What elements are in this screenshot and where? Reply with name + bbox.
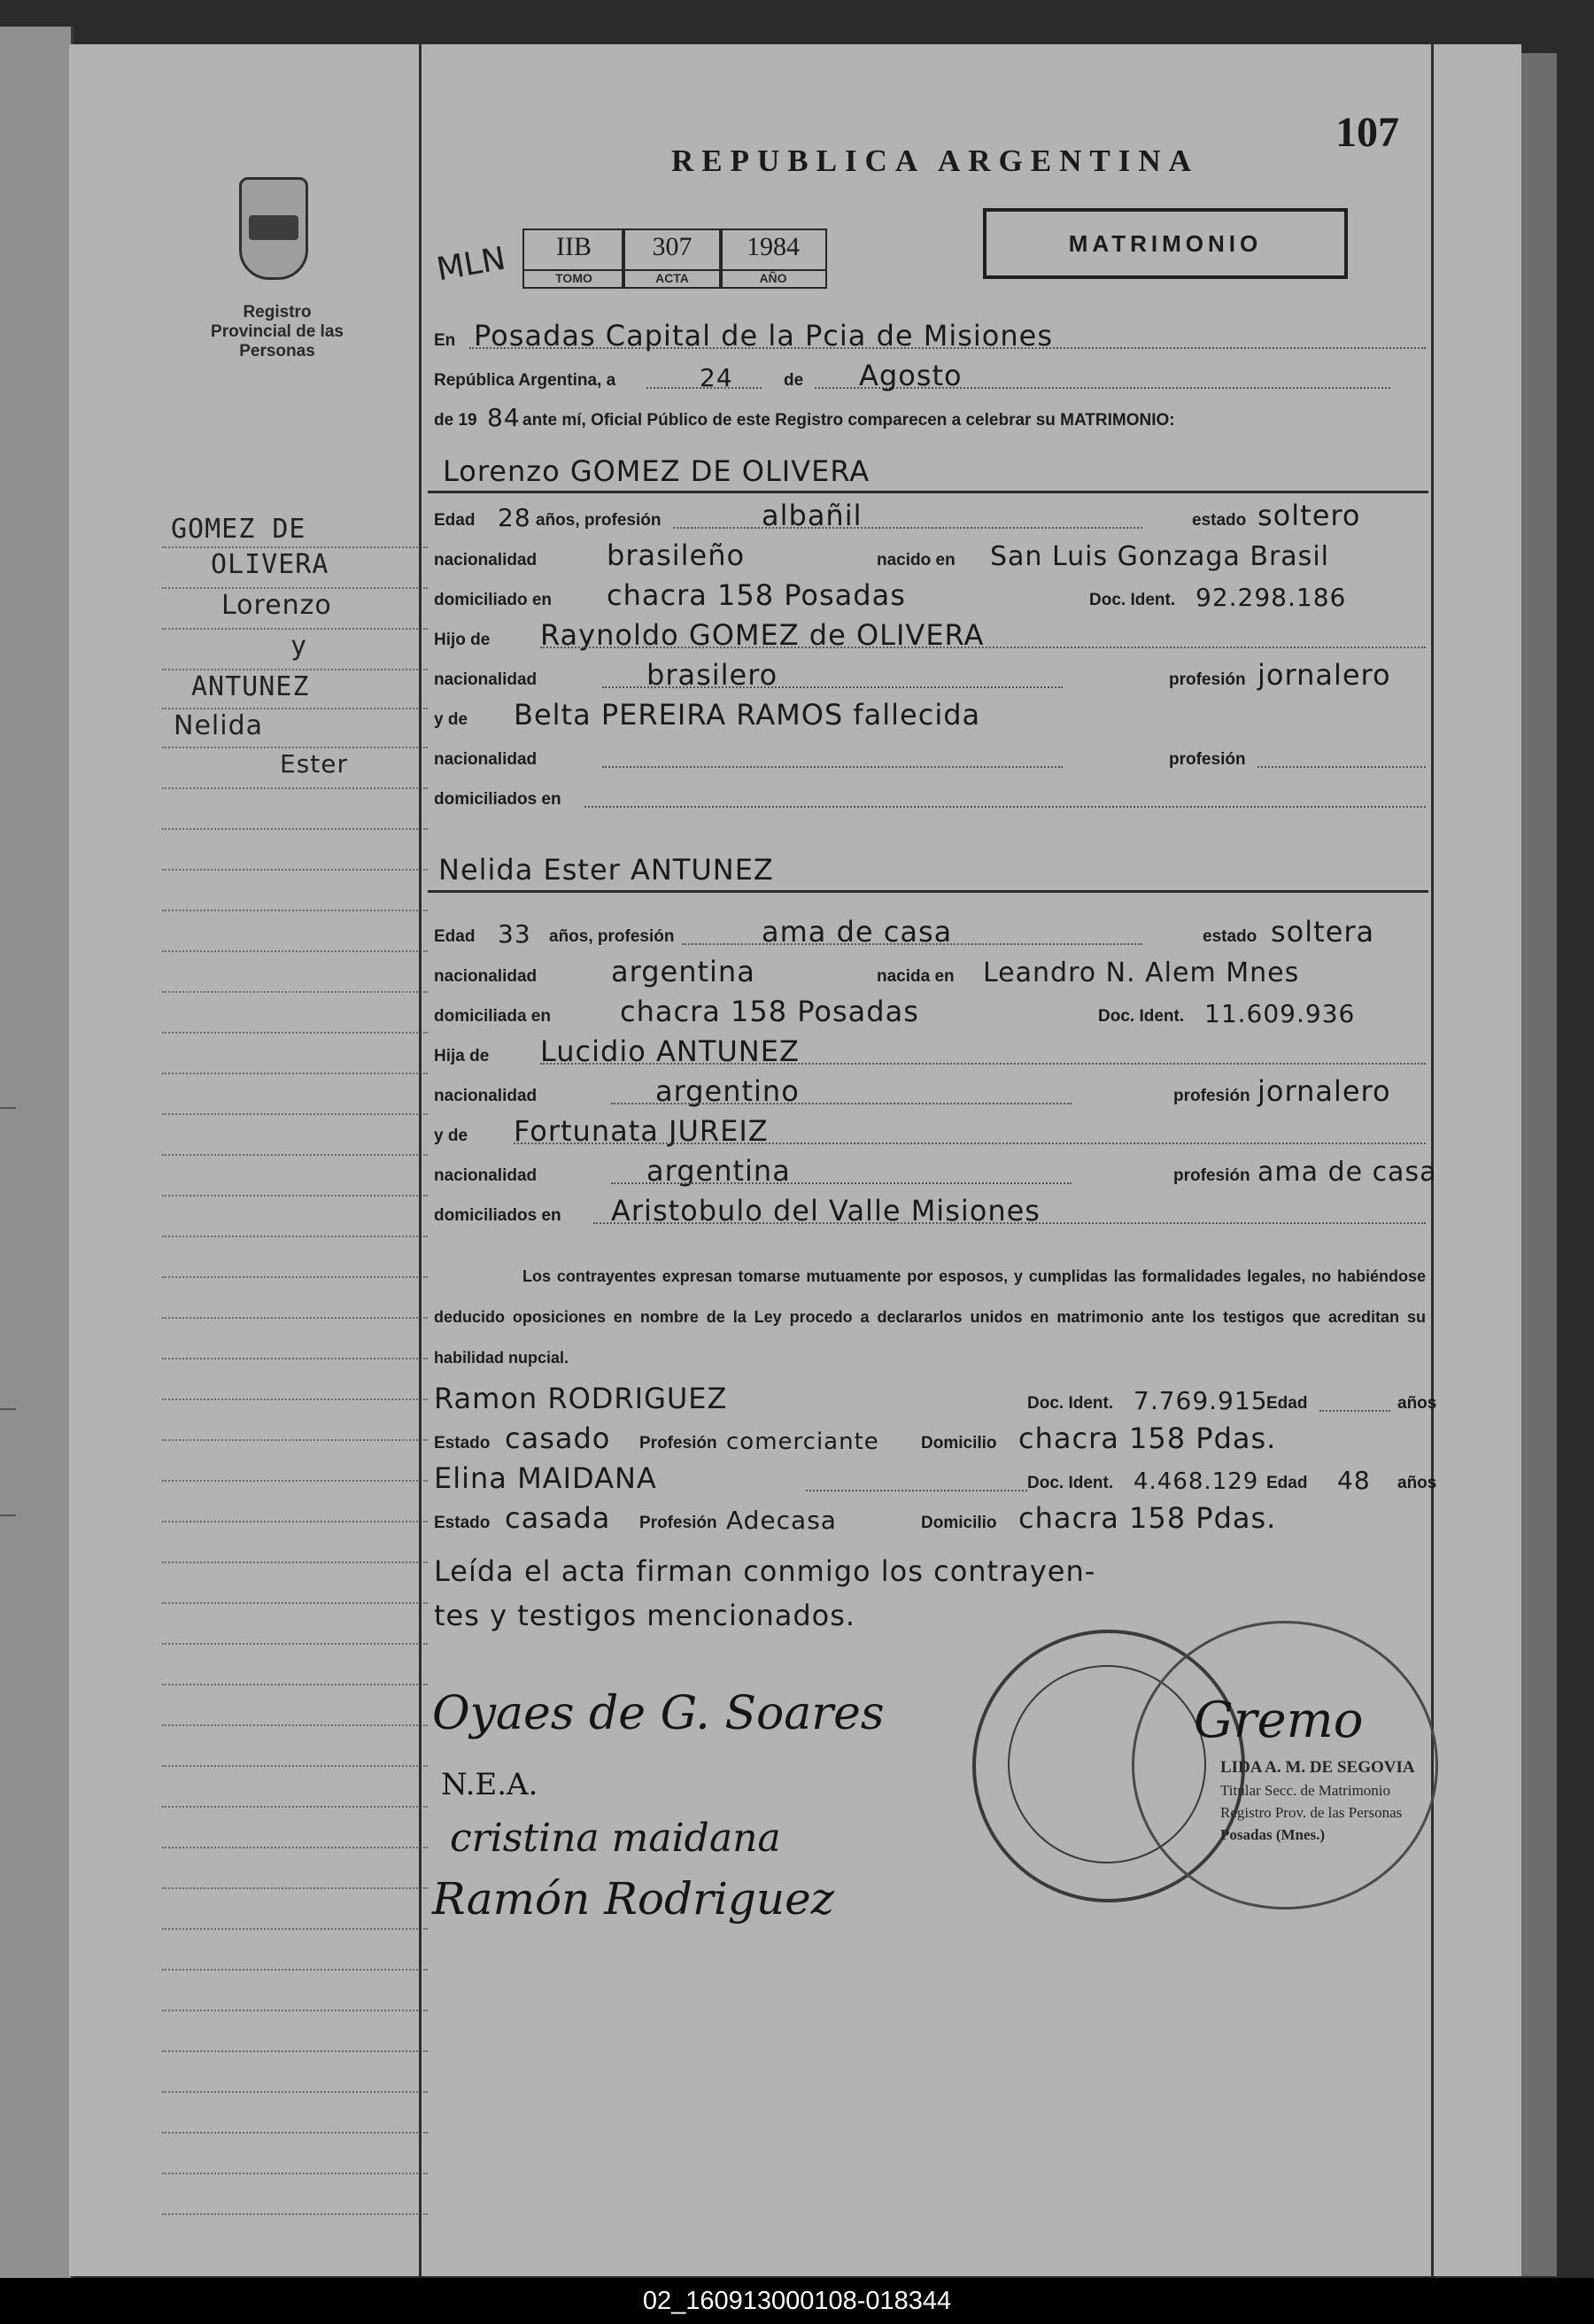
profesion-label: profesión	[1173, 1166, 1250, 1185]
anio-value: 1984	[747, 232, 800, 261]
anos-label: años	[1397, 1394, 1437, 1413]
witness-2-signature: Ramón Rodriguez	[432, 1873, 835, 1925]
bride-address-row	[434, 995, 1426, 1030]
stamp-line-4: Posadas (Mnes.)	[1220, 1826, 1326, 1843]
hijo-label: Hijo de	[434, 631, 491, 649]
previous-page-edge	[0, 27, 74, 2294]
bride-mother-nat-row	[434, 1154, 1437, 1189]
groom-address: chacra 158 Posadas	[607, 578, 906, 612]
bride-father-nationality: argentino	[655, 1074, 800, 1108]
coat-of-arms-icon	[239, 177, 308, 280]
witness-2-age: 48	[1337, 1466, 1371, 1495]
margin-note-line: Lorenzo	[221, 590, 332, 621]
nacida-label: nacida en	[877, 967, 955, 986]
groom-profession: albañil	[762, 499, 863, 532]
place-row	[434, 319, 1426, 354]
profesion-label: Profesión	[639, 1434, 717, 1452]
bride-father-profession: jornalero	[1257, 1074, 1391, 1108]
bride-status: soltera	[1271, 915, 1375, 949]
margin-note-line: y	[290, 631, 308, 662]
groom-age-row	[434, 499, 1426, 534]
witness-1-signature: cristina maidana	[450, 1816, 781, 1861]
tomo-label: TOMO	[524, 269, 623, 285]
place-value: Posadas Capital de la Pcia de Misiones	[474, 319, 1054, 352]
domicilio-label: domiciliada en	[434, 1007, 551, 1026]
doc-label: Doc. Ident.	[1089, 591, 1176, 609]
groom-mother: Belta PEREIRA RAMOS fallecida	[514, 698, 981, 732]
estado-label: Estado	[434, 1514, 491, 1532]
groom-father-nat-row	[434, 658, 1426, 693]
month-value: Agosto	[859, 359, 963, 392]
bride-parents-address: Aristobulo del Valle Misiones	[611, 1194, 1041, 1228]
witness-1-doc: 7.769.915	[1134, 1386, 1268, 1415]
nacionalidad-label: nacionalidad	[434, 670, 538, 689]
nacionalidad-label: nacionalidad	[434, 551, 538, 569]
left-margin-column	[69, 44, 419, 2276]
nea-mark: N.E.A.	[441, 1767, 538, 1802]
anos-label: años, profesión	[549, 927, 675, 946]
stamp-line-1: LIDA A. M. DE SEGOVIA	[1220, 1758, 1415, 1777]
domiciliados-label: domiciliados en	[434, 1206, 561, 1225]
profesion-label: profesión	[1169, 670, 1246, 689]
profesion-label: profesión	[1169, 750, 1246, 769]
groom-mother-nat-row	[434, 738, 1426, 773]
witness-2-doc: 4.468.129	[1134, 1468, 1259, 1495]
reference-prefix: MLN	[434, 240, 509, 289]
edad-label: Edad	[1266, 1474, 1308, 1492]
groom-nationality: brasileño	[607, 538, 746, 572]
witness-2-name: Elina MAIDANA	[434, 1461, 657, 1495]
groom-signature: Oyaes de G. Soares	[432, 1687, 885, 1740]
bride-age: 33	[498, 919, 531, 949]
domicilio-label: Domicilio	[921, 1434, 997, 1452]
witness-1-name: Ramon RODRIGUEZ	[434, 1382, 728, 1415]
bride-nationality: argentina	[611, 955, 755, 988]
registry-name: Registro Provincial de las Personas	[211, 303, 344, 360]
groom-father-row	[434, 618, 1426, 654]
estado-label: estado	[1192, 511, 1247, 530]
closing-line-1	[434, 1545, 1426, 1590]
acta-label: ACTA	[623, 269, 721, 285]
witness-1-profession: comerciante	[726, 1429, 879, 1455]
republica-label: República Argentina, a	[434, 371, 616, 390]
bride-father: Lucidio ANTUNEZ	[540, 1034, 800, 1068]
margin-note-line: OLIVERA	[211, 549, 329, 580]
nacionalidad-label: nacionalidad	[434, 1166, 538, 1185]
witness-2-profession: Adecasa	[726, 1506, 837, 1535]
groom-birthplace: San Luis Gonzaga Brasil	[990, 541, 1329, 572]
year-prefix: de 19	[434, 411, 477, 430]
en-label: En	[434, 331, 456, 350]
bride-nationality-row	[434, 955, 1426, 990]
yde-label: y de	[434, 1127, 468, 1145]
margin-divider	[419, 44, 422, 2276]
bride-doc: 11.609.936	[1204, 999, 1356, 1028]
nacionalidad-label: nacionalidad	[434, 750, 538, 769]
declaration-text: Los contrayentes expresan tomarse mutuamente por esposos, y cumplidas las formalidades legales, no habiéndose deducido oposiciones en nombre de la Ley procedo a declararlos unidos en matrimonio ante los testigos que acreditan su habilidad nupcial.	[434, 1267, 1426, 1367]
edad-label: Edad	[434, 511, 476, 530]
anio-box	[719, 229, 827, 289]
acta-box	[622, 229, 723, 289]
bride-birthplace: Leandro N. Alem Mnes	[983, 957, 1300, 988]
estado-label: estado	[1203, 927, 1257, 946]
de-label: de	[784, 371, 804, 390]
bride-father-row	[434, 1034, 1426, 1070]
bride-profession: ama de casa	[762, 915, 953, 949]
groom-address-row	[434, 578, 1426, 614]
nacionalidad-label: nacionalidad	[434, 1087, 538, 1105]
acta-value: 307	[652, 232, 693, 261]
certificate-type-box: MATRIMONIO	[983, 208, 1348, 279]
groom-doc: 92.298.186	[1196, 583, 1347, 612]
bride-age-row	[434, 915, 1426, 950]
groom-age: 28	[498, 503, 531, 532]
groom-name-row	[434, 447, 1426, 490]
domiciliados-label: domiciliados en	[434, 790, 561, 809]
stamp-line-3: Registro Prov. de las Personas	[1220, 1804, 1403, 1821]
doc-label: Doc. Ident.	[1098, 1007, 1185, 1026]
edad-label: Edad	[434, 927, 476, 946]
country-heading: REPUBLICA ARGENTINA	[671, 143, 1199, 178]
groom-name: Lorenzo GOMEZ DE OLIVERA	[443, 454, 871, 488]
witness-2-address: chacra 158 Pdas.	[1018, 1501, 1277, 1535]
groom-parents-address-row	[434, 778, 1426, 813]
official-signature: Gremo	[1194, 1692, 1364, 1749]
witness-1-status: casado	[505, 1422, 611, 1455]
folio-number: 107	[1335, 109, 1399, 156]
groom-father: Raynoldo GOMEZ de OLIVERA	[540, 618, 985, 652]
groom-mother-row	[434, 698, 1426, 733]
groom-father-profession: jornalero	[1257, 658, 1391, 692]
bride-mother-nationality: argentina	[646, 1154, 791, 1188]
margin-note-line: Nelida	[174, 710, 263, 741]
edad-label: Edad	[1266, 1394, 1308, 1413]
groom-nationality-row	[434, 538, 1426, 574]
groom-father-nationality: brasilero	[646, 658, 778, 692]
domicilio-label: domiciliado en	[434, 591, 553, 609]
anos-label: años, profesión	[536, 511, 662, 530]
bride-mother-row	[434, 1114, 1426, 1150]
page-mark	[0, 1107, 16, 1109]
anos-label: años	[1397, 1474, 1437, 1492]
estado-label: Estado	[434, 1434, 491, 1452]
year-row	[434, 399, 1426, 434]
tomo-box	[522, 229, 625, 289]
profesion-label: Profesión	[639, 1514, 717, 1532]
profesion-label: profesión	[1173, 1087, 1250, 1105]
bride-parents-address-row	[434, 1194, 1426, 1229]
witness-1-details-row	[434, 1422, 1426, 1457]
witness-1-address: chacra 158 Pdas.	[1018, 1422, 1277, 1455]
page-mark	[0, 1514, 16, 1516]
day-value: 24	[700, 363, 733, 392]
bride-name-row	[434, 846, 1426, 888]
bride-mother-profession: ama de casa	[1257, 1157, 1437, 1188]
bride-mother: Fortunata JUREIZ	[514, 1114, 769, 1148]
date-row	[434, 359, 1426, 394]
witness-2-row	[434, 1461, 1437, 1497]
bride-father-nat-row	[434, 1074, 1426, 1110]
witness-2-status: casada	[505, 1501, 611, 1535]
certificate-page	[69, 44, 1521, 2276]
tomo-value: IIB	[556, 232, 592, 261]
stamp-line-2: Titular Secc. de Matrimonio	[1220, 1782, 1391, 1799]
margin-note-line: Ester	[280, 749, 348, 779]
doc-label: Doc. Ident.	[1027, 1474, 1114, 1492]
bride-name: Nelida Ester ANTUNEZ	[438, 853, 774, 887]
closing-text-2: tes y testigos mencionados.	[434, 1599, 856, 1632]
page-edge	[1521, 53, 1557, 2276]
anio-label: AÑO	[721, 269, 825, 285]
witness-1-row	[434, 1382, 1437, 1417]
page-mark	[0, 1408, 16, 1410]
groom-status: soltero	[1257, 499, 1361, 532]
bride-address: chacra 158 Posadas	[620, 995, 919, 1028]
nacido-label: nacido en	[877, 551, 956, 569]
domicilio-label: Domicilio	[921, 1514, 997, 1532]
margin-note-line: GOMEZ DE	[171, 514, 306, 545]
yde-label: y de	[434, 710, 468, 729]
closing-text-1: Leída el acta firman conmigo los contrayen-	[434, 1554, 1096, 1588]
doc-label: Doc. Ident.	[1027, 1394, 1114, 1413]
nacionalidad-label: nacionalidad	[434, 967, 538, 986]
scan-id-footer: 02_160913000108-018344	[0, 2278, 1594, 2324]
intro-text: ante mí, Oficial Público de este Registro comparecen a celebrar su MATRIMONIO:	[522, 411, 1175, 430]
margin-note-line: ANTUNEZ	[191, 671, 310, 702]
witness-2-details-row	[434, 1501, 1426, 1537]
year-suffix: 84	[487, 403, 521, 432]
hija-label: Hija de	[434, 1047, 490, 1065]
